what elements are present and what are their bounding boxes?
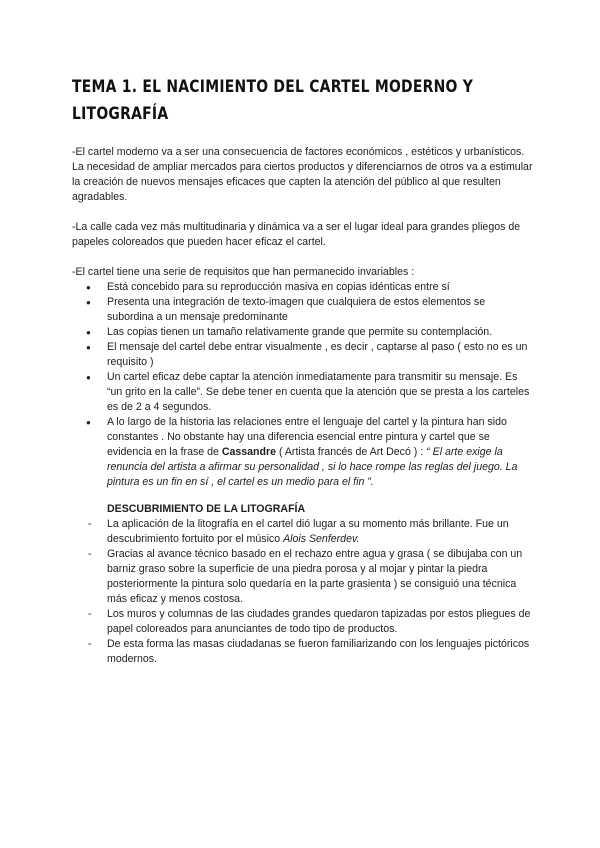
section-heading: DESCUBRIMIENTO DE LA LITOGRAFÍA — [107, 503, 306, 515]
bullet-text: A lo largo de la historia las relaciones entre el lenguaje del cartel y la pintura han sido constantes . No obstante hay una diferencia esencial entre pintura y cartel que se evidencia en la frase de — [107, 416, 507, 458]
bullet-text: ( Artista francés de Art Decó ) : — [276, 446, 427, 458]
list-item: ● El mensaje del cartel debe entrar visualmente , es decir , captarse al paso ( esto no es un requisito ) — [72, 340, 534, 370]
paragraph-intro-2: La necesidad de ampliar mercados para ciertos productos y diferenciarnos de otros va a estimular la creación de nuevos mensajes eficaces que capten la atención del público al que resulten agradables. — [72, 161, 533, 203]
list-item: ● Está concebido para su reproducción masiva en copias idénticas entre sí — [72, 280, 534, 295]
paragraph-calle: -La calle cada vez más multitudinaria y dinámica va a ser el lugar ideal para grandes pliegos de papeles coloreados que pueden hacer eficaz el cartel. — [72, 221, 521, 248]
litografia-list — [72, 517, 534, 667]
list-item: - De esta forma las masas ciudadanas se fueron familiarizando con los lenguajes pictóricos modernos. — [72, 637, 534, 667]
list-item: ● Las copias tienen un tamaño relativamente grande que permite su contemplación. — [72, 325, 534, 340]
quote-text: “ El arte exige la renuncia del artista a afirmar su personalidad , si lo hace rompe las reglas del juego. La pintura es un fin en sí , el cartel es un medio para el fin ”. — [107, 446, 518, 488]
document-title: TEMA 1. EL NACIMIENTO DEL CARTEL MODERNO Y LITOGRAFÍA — [72, 77, 474, 124]
author-name: Cassandre — [221, 446, 277, 458]
musician-name: Alois Senferdev. — [283, 533, 360, 545]
item-text: La aplicación de la litografía en el cartel dió lugar a su momento más brillante. Fue un descubrimiento fortuito por el músico — [107, 518, 509, 545]
list-item: ● Un cartel eficaz debe captar la atención inmediatamente para transmitir su mensaje. Es “un grito en la calle”. Se debe tener en cuenta que la atención que se presta a los carteles es de 2 a 4 segundos. — [72, 370, 534, 415]
paragraph-intro-1: -El cartel moderno va a ser una consecuencia de factores económicos , estéticos y urbanísticos. — [72, 146, 525, 158]
requisitos-list — [72, 280, 534, 490]
paragraph-requisitos: -El cartel tiene una serie de requisitos que han permanecido invariables : — [72, 266, 415, 278]
list-item: - Los muros y columnas de las ciudades grandes quedaron tapizadas por estos pliegues de papel coloreados para anunciantes de todo tipo de productos. — [72, 607, 534, 637]
document-body — [72, 145, 534, 667]
list-item — [72, 415, 534, 490]
list-item: - Gracias al avance técnico basado en el rechazo entre agua y grasa ( se dibujaba con un barniz graso sobre la superficie de una piedra porosa y al mojar y pintar la piedra posteriormente la pintura solo quedaría en la parte grasienta ) se consiguió una técnica más eficaz y menos costosa. — [72, 547, 534, 607]
list-item — [72, 517, 534, 547]
list-item: ● Presenta una integración de texto-imagen que cualquiera de estos elementos se subordina a un mensaje predominante — [72, 295, 534, 325]
